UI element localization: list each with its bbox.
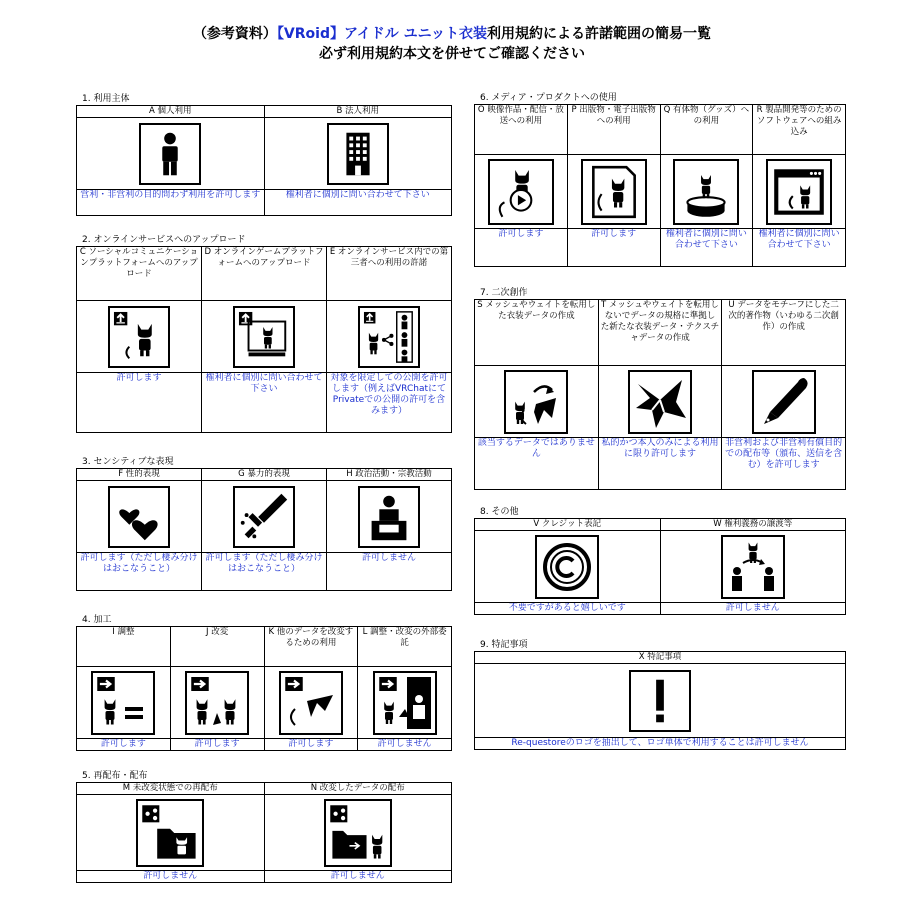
section-usage-subject	[76, 93, 452, 216]
column-header: V クレジット表記	[475, 519, 661, 531]
column-header: D オンラインゲームプラットフォームへのアップロード	[202, 247, 327, 301]
permission-text: 許可します	[264, 739, 358, 751]
permission-table	[76, 626, 452, 751]
section-redistribution	[76, 770, 452, 883]
permission-table	[76, 246, 452, 433]
column-header: K 他のデータを改変するための利用	[264, 627, 358, 667]
permission-text: 権利者に個別に問い合わせて下さい	[264, 190, 452, 216]
column-header: R 製品開発等のためのソフトウェアへの組み込み	[753, 105, 846, 155]
permission-text: 権利者に個別に問い合わせて下さい	[202, 373, 327, 433]
share-third-party-icon	[358, 306, 420, 368]
permission-text: 許可します	[170, 739, 264, 751]
section-heading: 7. 二次創作	[480, 288, 528, 298]
permission-text: 許可します	[567, 229, 660, 267]
permission-table	[76, 105, 452, 216]
column-header: X 特記事項	[475, 652, 846, 664]
permission-text: 許可しません	[77, 871, 265, 883]
column-header: N 改変したデータの配布	[264, 783, 452, 795]
permission-text: 許可しません	[660, 603, 846, 615]
column-header: U データをモチーフにした二次的著作物（いわゆる二次創作）の作成	[722, 300, 846, 366]
software-icon	[766, 159, 832, 225]
column-header: B 法人利用	[264, 106, 452, 118]
person-icon	[139, 123, 201, 185]
column-header: W 権利義務の譲渡等	[660, 519, 846, 531]
redistribute-icon	[136, 799, 204, 867]
section-media-products	[474, 92, 846, 267]
column-header: E オンラインサービス内での第三者への利用の許諾	[327, 247, 452, 301]
section-heading: 5. 再配布・配布	[82, 771, 148, 781]
podium-icon	[358, 486, 420, 548]
section-heading: 6. メディア・プロダクトへの使用	[480, 93, 617, 103]
section-other	[474, 506, 846, 615]
adjust-icon	[91, 671, 155, 735]
mesh-transfer-icon	[504, 370, 568, 434]
section-heading: 9. 特記事項	[480, 640, 528, 650]
permission-text: 許可します	[475, 229, 568, 267]
column-header: I 調整	[77, 627, 171, 667]
permission-text: 営利・非営利の目的問わず利用を許可します	[77, 190, 265, 216]
permission-table	[474, 299, 846, 490]
modify-icon	[185, 671, 249, 735]
permission-text: 許可します（ただし棲み分けはおこなうこと）	[77, 553, 202, 591]
column-header: H 政治活動・宗教活動	[327, 469, 452, 481]
permission-text: Re-questoreのロゴを抽出して、ロゴ単体で利用することは許可しません	[475, 738, 846, 750]
column-header: L 調整・改変の外部委託	[358, 627, 452, 667]
permission-text: 対象を限定しての公開を許可します（例えばVRChatにてPrivateでの公開の許可を含みます）	[327, 373, 452, 433]
permission-table	[76, 468, 452, 591]
section-heading: 3. センシティブな表現	[82, 457, 174, 467]
page-title	[0, 24, 904, 64]
new-data-icon	[628, 370, 692, 434]
column-header: F 性的表現	[77, 469, 202, 481]
exclamation-icon	[629, 670, 691, 732]
section-sensitive-expression	[76, 456, 452, 591]
distribute-modified-icon	[324, 799, 392, 867]
use-for-other-icon	[279, 671, 343, 735]
column-header: O 映像作品・配信・放送への利用	[475, 105, 568, 155]
publication-icon	[581, 159, 647, 225]
knife-icon	[233, 486, 295, 548]
column-header: M 未改変状態での再配布	[77, 783, 265, 795]
permission-text: 権利者に個別に問い合わせて下さい	[753, 229, 846, 267]
permission-text: 権利者に個別に問い合わせて下さい	[660, 229, 753, 267]
title-product-name: 【VRoid】アイドル ユニット衣装	[276, 26, 488, 42]
permission-text: 私的かつ本人のみによる利用に限り許可します	[598, 438, 722, 490]
permission-table	[76, 782, 452, 883]
transfer-rights-icon	[721, 535, 785, 599]
column-header: S メッシュやウェイトを転用した衣装データの作成	[475, 300, 599, 366]
column-header: G 暴力的表現	[202, 469, 327, 481]
section-heading: 4. 加工	[82, 615, 112, 625]
section-heading: 2. オンラインサービスへのアップロード	[82, 235, 246, 245]
permission-text: 該当するデータではありません	[475, 438, 599, 490]
section-heading: 8. その他	[480, 507, 519, 517]
permission-table	[474, 651, 846, 750]
column-header: C ソーシャルコミュニケーションプラットフォームへのアップロード	[77, 247, 202, 301]
title-prefix: （参考資料）	[192, 26, 277, 42]
permission-text: 非営利および非営利有償目的での配布等（頒布、送信を含む）を許可します	[722, 438, 846, 490]
section-heading: 1. 利用主体	[82, 94, 130, 104]
title-suffix: 利用規約による許諾範囲の簡易一覧	[487, 26, 712, 42]
column-header: A 個人利用	[77, 106, 265, 118]
section-special-notes	[474, 639, 846, 750]
column-header: J 改変	[170, 627, 264, 667]
permission-text: 許可します	[77, 739, 171, 751]
column-header: T メッシュやウェイトを転用しないでデータの規格に準拠した新たな衣装データ・テクスチャデータの作成	[598, 300, 722, 366]
permission-text: 許可しません	[327, 553, 452, 591]
video-icon	[488, 159, 554, 225]
section-online-upload	[76, 234, 452, 433]
permission-text: 許可しません	[264, 871, 452, 883]
permission-text: 不要ですがあると嬉しいです	[475, 603, 661, 615]
column-header: Q 有体物（グッズ）への利用	[660, 105, 753, 155]
upload-game-icon	[233, 306, 295, 368]
pen-icon	[752, 370, 816, 434]
copyright-icon	[535, 535, 599, 599]
section-derivative-works	[474, 287, 846, 490]
permission-text: 許可します（ただし棲み分けはおこなうこと）	[202, 553, 327, 591]
hearts-icon	[108, 486, 170, 548]
outsource-icon	[373, 671, 437, 735]
permission-text: 許可しません	[358, 739, 452, 751]
column-header: P 出版物・電子出版物への利用	[567, 105, 660, 155]
building-icon	[327, 123, 389, 185]
permission-table	[474, 104, 846, 267]
permission-table	[474, 518, 846, 615]
permission-text: 許可します	[77, 373, 202, 433]
goods-icon	[673, 159, 739, 225]
section-processing	[76, 614, 452, 751]
title-notice: 必ず利用規約本文を併せてご確認ください	[319, 46, 585, 62]
upload-avatar-icon	[108, 306, 170, 368]
